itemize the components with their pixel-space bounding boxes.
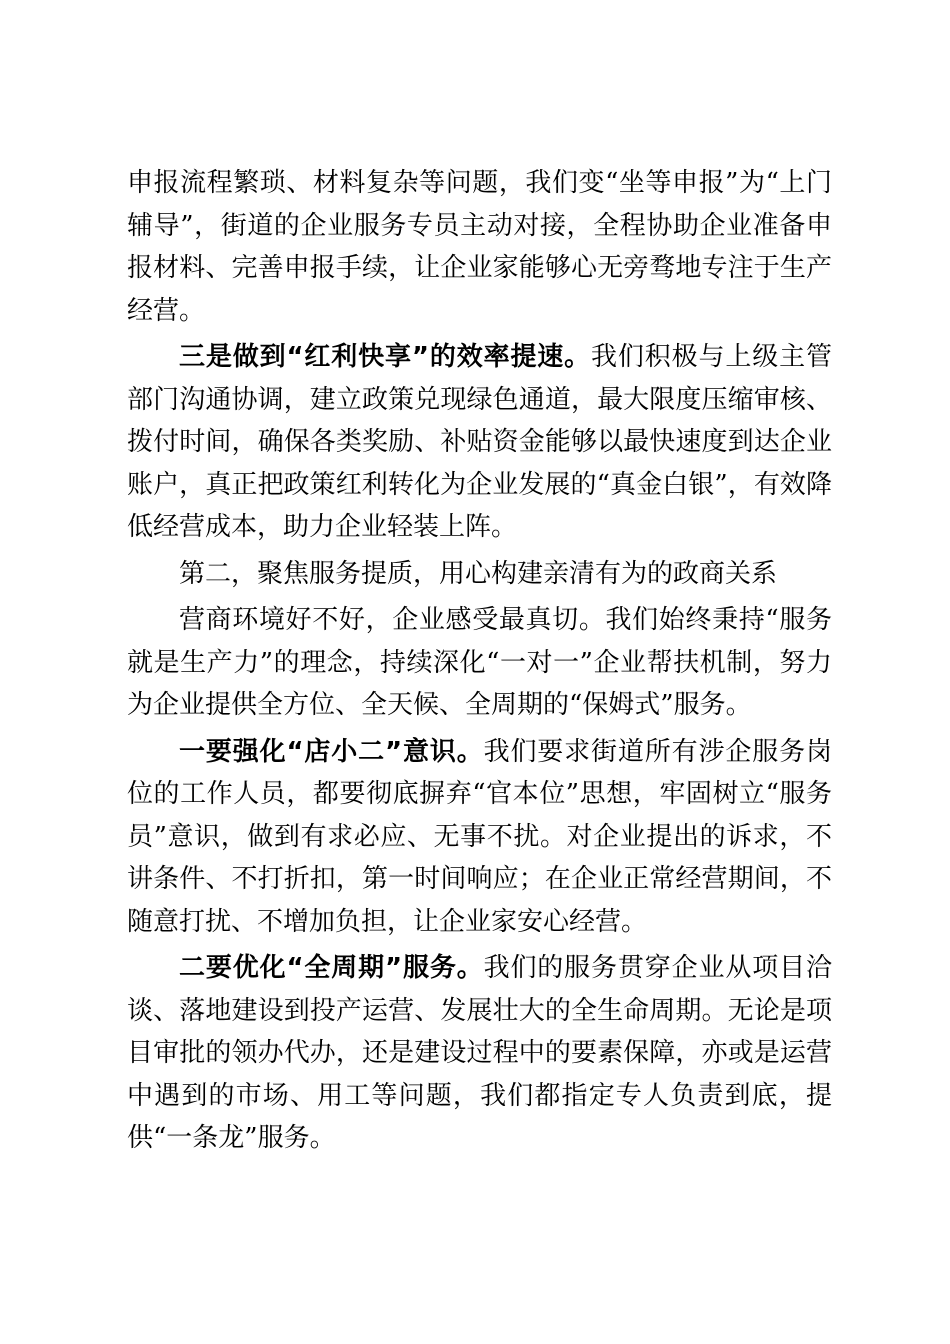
document-body [127, 162, 832, 1164]
paragraph-1 [127, 162, 832, 332]
section-heading-text: 第二，聚焦服务提质，用心构建亲清有为的政商关系 [179, 558, 778, 589]
paragraph-2 [127, 336, 832, 549]
paragraph-2-text: 我们积极与上级主管部门沟通协调，建立政策兑现绿色通道，最大限度压缩审核、拨付时间，确保各类奖励、补贴资金能够以最快速度到达企业账户，真正把政策红利转化为企业发展的“真金白银”，有效降低经营成本，助力企业轻装上阵。 [127, 342, 832, 542]
paragraph-6-lead: 二要优化“全周期”服务。 [179, 953, 484, 983]
paragraph-6-text: 我们的服务贯穿企业从项目洽谈、落地建设到投产运营、发展壮大的全生命周期。无论是项目审批的领办代办，还是建设过程中的要素保障，亦或是运营中遇到的市场、用工等问题，我们都指定专人负责到底，提供“一条龙”服务。 [127, 953, 832, 1153]
paragraph-4-text: 营商环境好不好，企业感受最真切。我们始终秉持“服务就是生产力”的理念，持续深化“一对一”企业帮扶机制，努力为企业提供全方位、全天候、全周期的“保姆式”服务。 [127, 605, 832, 720]
paragraph-1-text: 申报流程繁琐、材料复杂等问题，我们变“坐等申报”为“上门辅导”，街道的企业服务专员主动对接，全程协助企业准备申报材料、完善申报手续，让企业家能够心无旁骛地专注于生产经营。 [127, 168, 832, 326]
paragraph-5-lead: 一要强化“店小二”意识。 [179, 736, 484, 767]
paragraph-2-lead: 三是做到“红利快享”的效率提速。 [179, 342, 592, 372]
paragraph-4 [127, 599, 832, 727]
paragraph-6 [127, 947, 832, 1160]
paragraph-5-text: 我们要求街道所有涉企服务岗位的工作人员，都要彻底摒弃“官本位”思想，牢固树立“服务员”意识，做到有求必应、无事不扰。对企业提出的诉求，不讲条件、不打折扣，第一时间响应；在企业正常经营期间，不随意打扰、不增加负担，让企业家安心经营。 [127, 736, 832, 937]
section-heading [127, 553, 832, 596]
paragraph-5 [127, 731, 832, 944]
